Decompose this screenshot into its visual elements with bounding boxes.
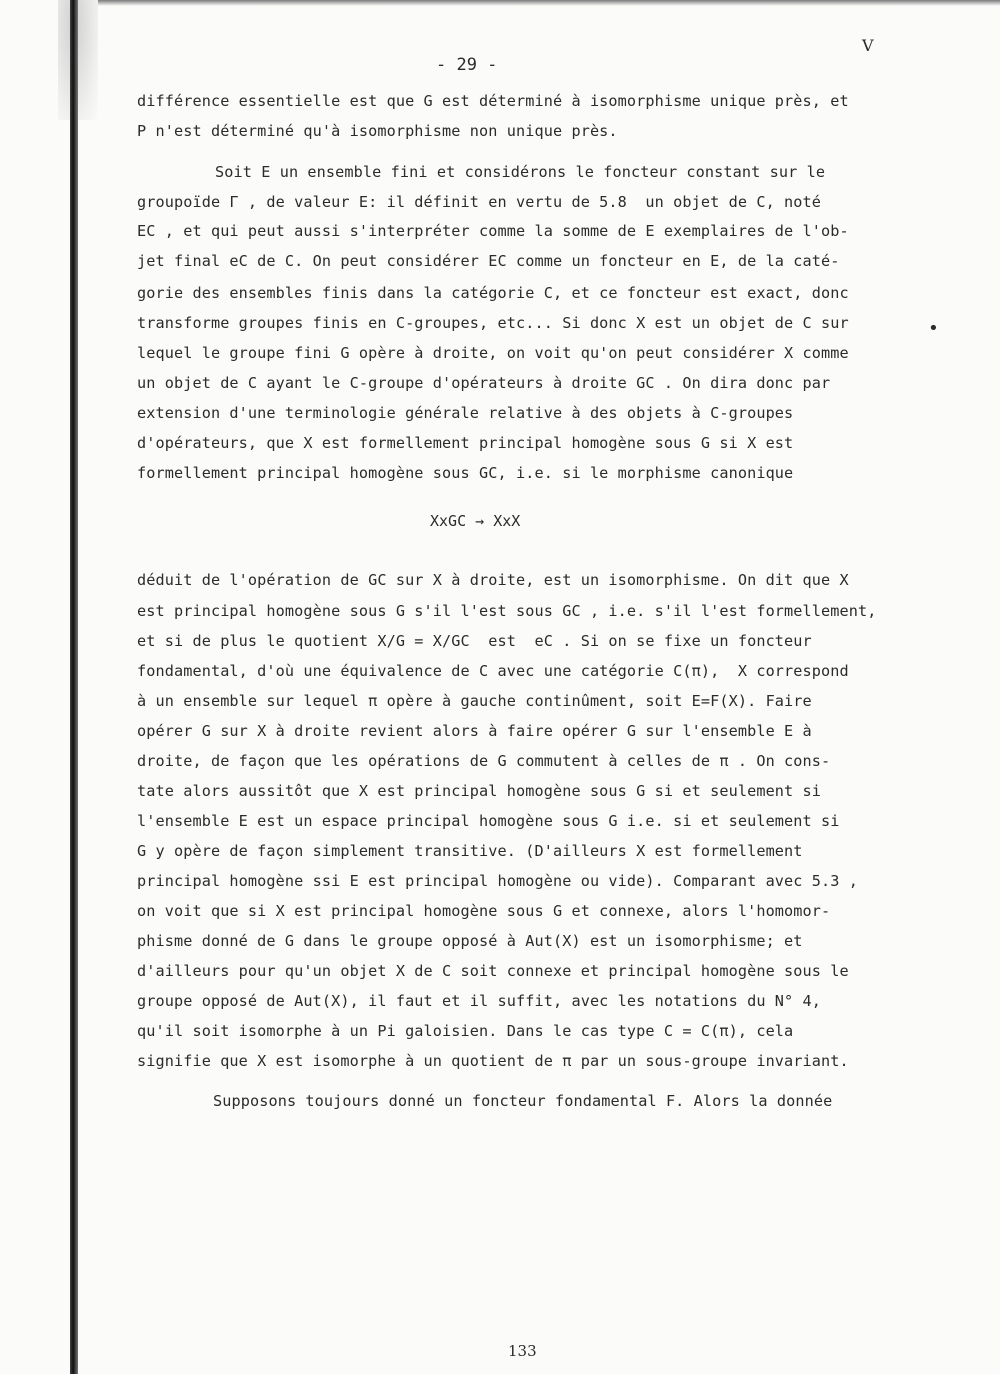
text-line: phisme donné de G dans le groupe opposé à Aut(X) est un isomorphisme; et <box>137 932 803 950</box>
text-line: un objet de C ayant le C-groupe d'opérateurs à droite GC . On dira donc par <box>137 374 831 392</box>
text-line: d'opérateurs, que X est formellement principal homogène sous G si X est <box>137 434 794 452</box>
text-line: déduit de l'opération de GC sur X à droite, est un isomorphisme. On dit que X <box>137 571 849 589</box>
formula: XxGC → XxX <box>430 512 521 530</box>
text-line: qu'il soit isomorphe à un Pi galoisien. Dans le cas type C = C(π), cela <box>137 1022 794 1040</box>
text-line: signifie que X est isomorphe à un quotient de π par un sous-groupe invariant. <box>137 1052 849 1070</box>
text-line: Soit E un ensemble fini et considérons le foncteur constant sur le <box>215 163 826 181</box>
text-line: et si de plus le quotient X/G = X/GC est eC . Si on se fixe un foncteur <box>137 632 812 650</box>
text-line: d'ailleurs pour qu'un objet X de C soit connexe et principal homogène sous le <box>137 962 849 980</box>
text-line: est principal homogène sous G s'il l'est sous GC , i.e. s'il l'est formellement, <box>137 602 877 620</box>
text-line: transforme groupes finis en C-groupes, etc... Si donc X est un objet de C sur <box>137 314 849 332</box>
text-line: l'ensemble E est un espace principal homogène sous G i.e. si et seulement si <box>137 812 840 830</box>
text-line: lequel le groupe fini G opère à droite, on voit qu'on peut considérer X comme <box>137 344 849 362</box>
text-line: EC , et qui peut aussi s'interpréter comme la somme de E exemplaires de l'ob- <box>137 222 849 240</box>
text-line: fondamental, d'où une équivalence de C avec une catégorie C(π), X correspond <box>137 662 849 680</box>
text-line: extension d'une terminologie générale relative à des objets à C-groupes <box>137 404 794 422</box>
margin-bullet: • <box>928 318 939 339</box>
folio: 133 <box>508 1342 537 1360</box>
chapter-mark: V <box>862 36 874 55</box>
text-line: G y opère de façon simplement transitive. (D'ailleurs X est formellement <box>137 842 803 860</box>
text-line: à un ensemble sur lequel π opère à gauche continûment, soit E=F(X). Faire <box>137 692 812 710</box>
text-line: gorie des ensembles finis dans la catégorie C, et ce foncteur est exact, donc <box>137 284 849 302</box>
text-line: droite, de façon que les opérations de G commutent à celles de π . On cons- <box>137 752 831 770</box>
page-number: - 29 - <box>436 55 498 75</box>
text-line: groupe opposé de Aut(X), il faut et il suffit, avec les notations du N° 4, <box>137 992 822 1010</box>
text-line: principal homogène ssi E est principal homogène ou vide). Comparant avec 5.3 , <box>137 872 859 890</box>
text-line: groupoïde Γ , de valeur E: il définit en vertu de 5.8 un objet de C, noté <box>137 193 822 211</box>
text-line: formellement principal homogène sous GC, i.e. si le morphisme canonique <box>137 464 794 482</box>
page-top-edge <box>60 0 1000 6</box>
text-line: différence essentielle est que G est déterminé à isomorphisme unique près, et <box>137 92 849 110</box>
text-line: opérer G sur X à droite revient alors à faire opérer G sur l'ensemble E à <box>137 722 812 740</box>
text-line: P n'est déterminé qu'à isomorphisme non unique près. <box>137 122 618 140</box>
text-line: on voit que si X est principal homogène sous G et connexe, alors l'homomor- <box>137 902 831 920</box>
text-line: tate alors aussitôt que X est principal homogène sous G si et seulement si <box>137 782 822 800</box>
text-line: Supposons toujours donné un foncteur fondamental F. Alors la donnée <box>213 1092 833 1110</box>
binding-edge <box>58 0 98 1374</box>
text-line: jet final eC de C. On peut considérer EC comme un foncteur en E, de la caté- <box>137 252 840 270</box>
